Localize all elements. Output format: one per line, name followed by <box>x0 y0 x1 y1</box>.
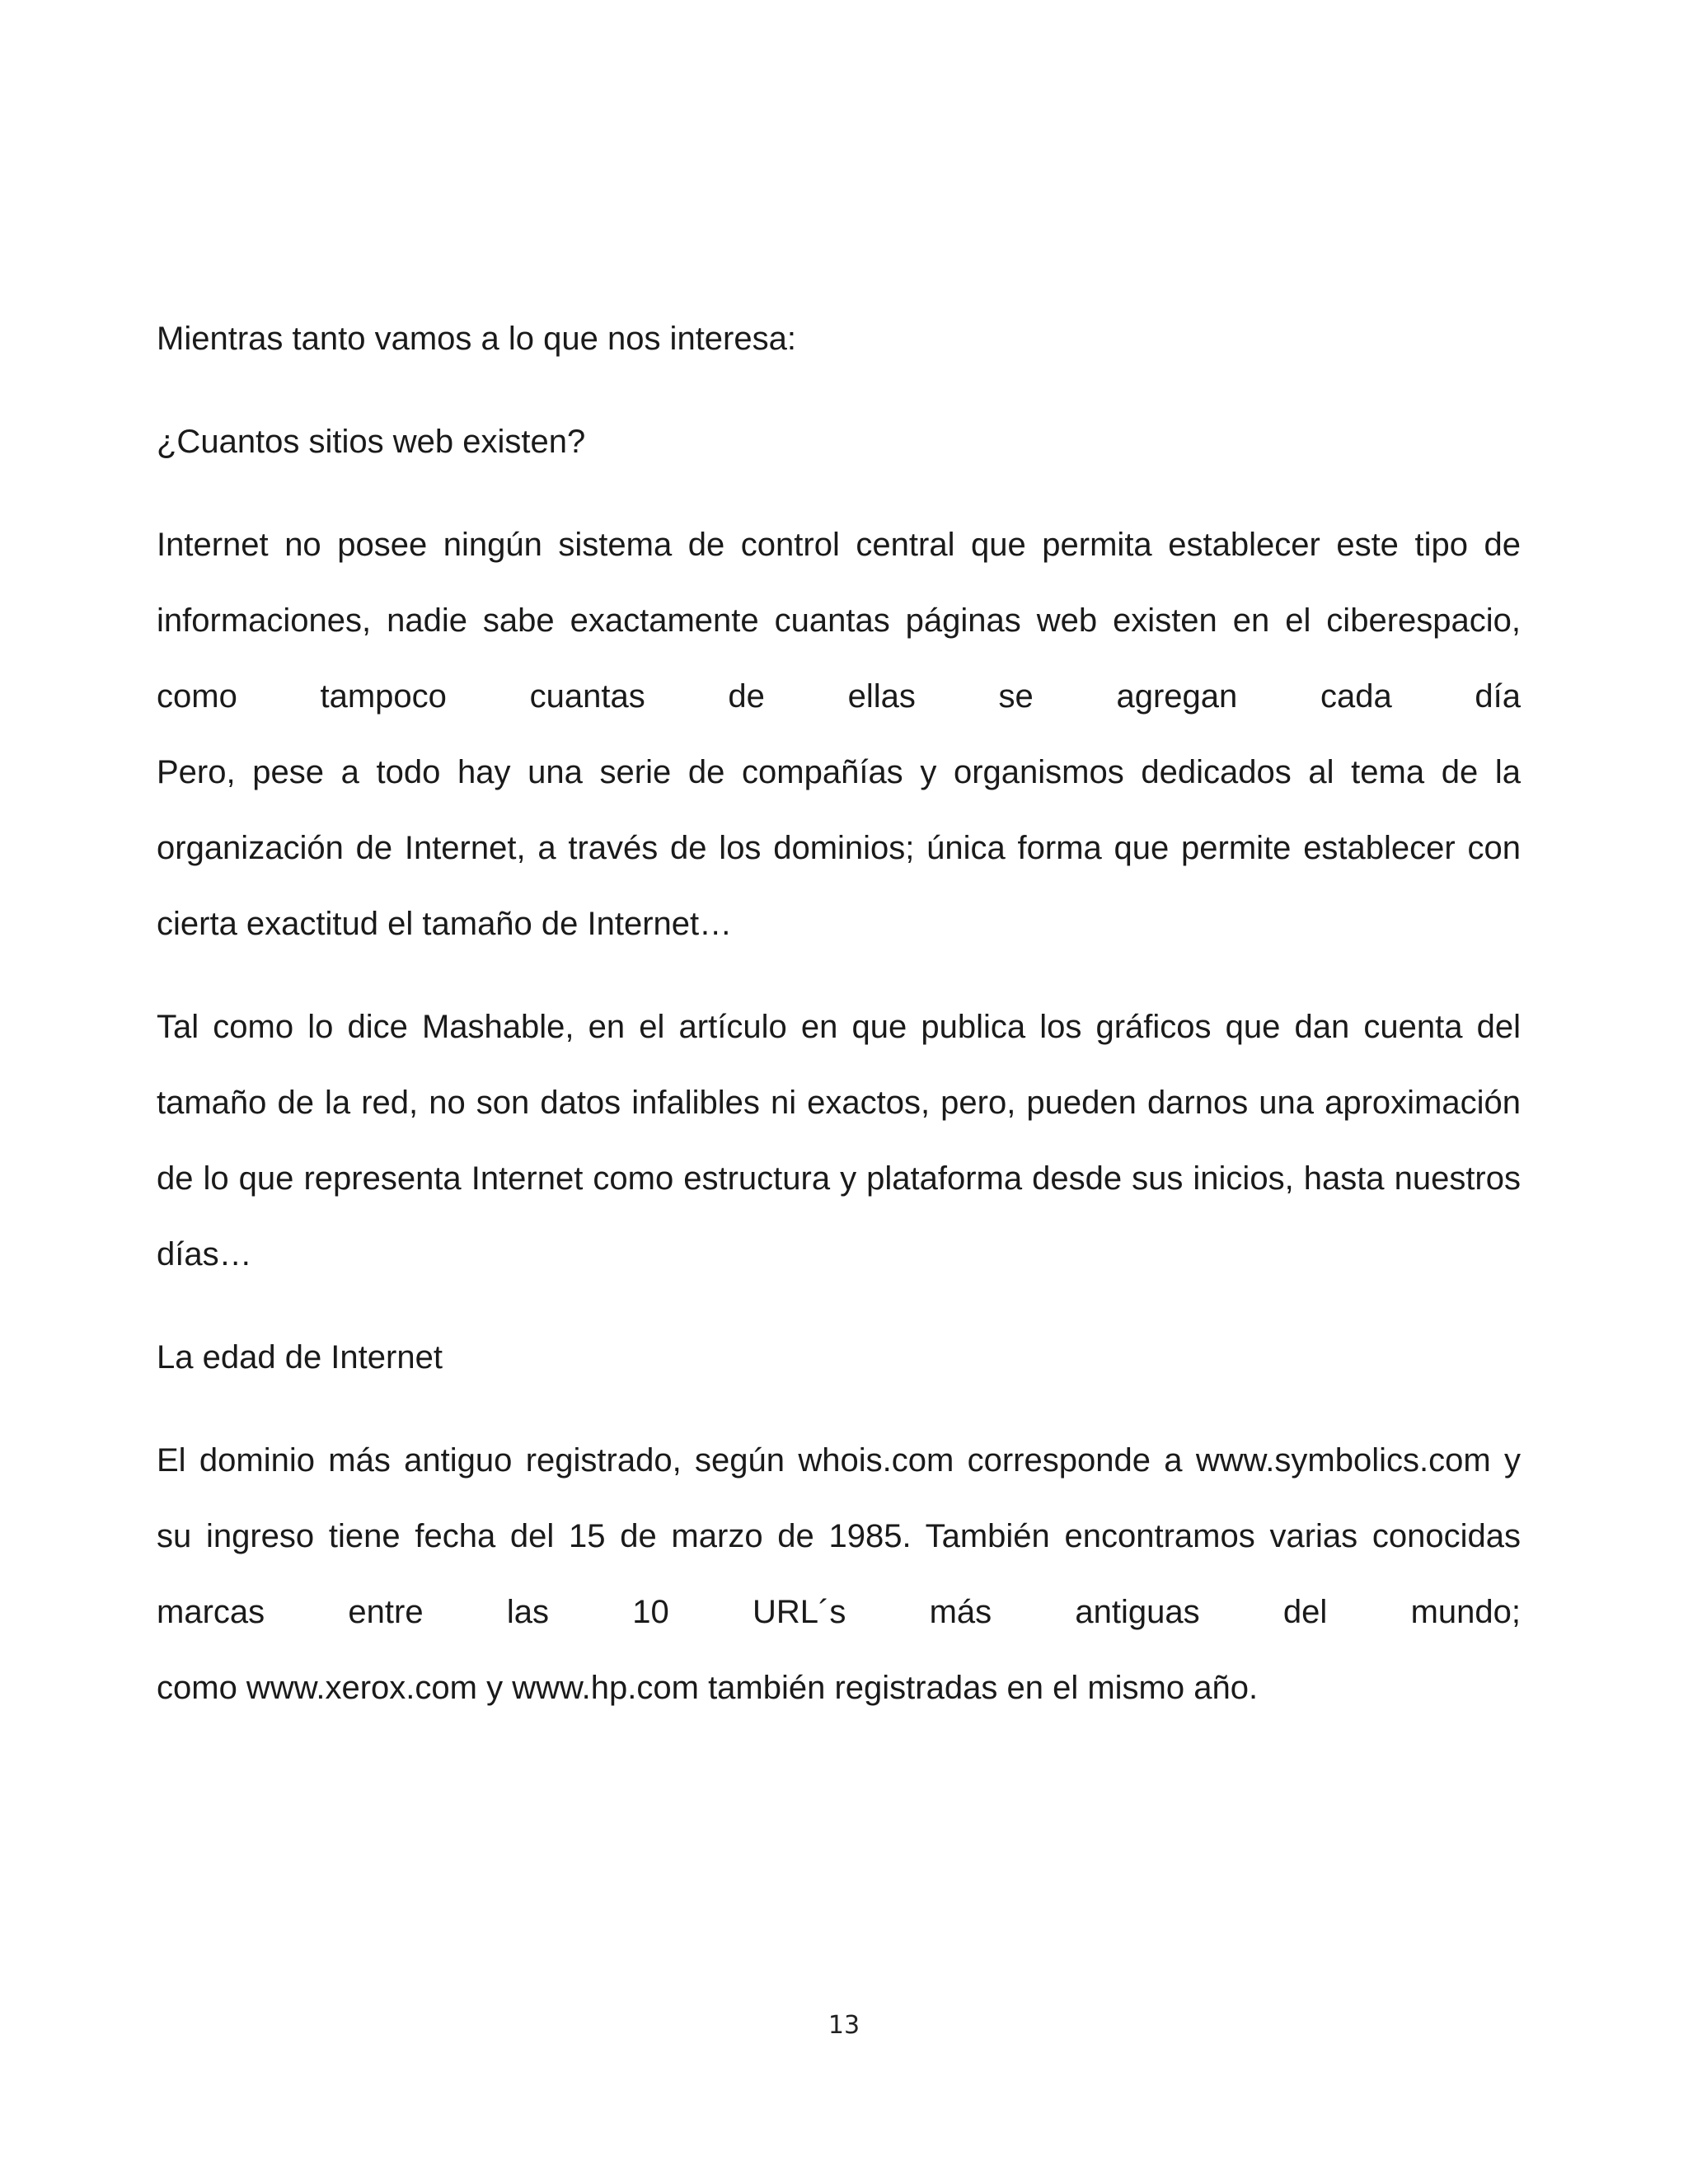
paragraph-control <box>157 507 1521 962</box>
section-heading-age <box>157 1319 1521 1395</box>
page-body <box>157 301 1521 1726</box>
text-line: La edad de Internet <box>157 1339 443 1376</box>
paragraph-gap <box>157 1395 1521 1422</box>
text-line: cierta exactitud el tamaño de Internet… <box>157 906 733 942</box>
paragraph-gap <box>157 480 1521 507</box>
paragraph-gap <box>157 1292 1521 1319</box>
page-number: 13 <box>828 2011 860 2040</box>
text-line: Tal como lo dice Mashable, en el artículo en que publica los gráficos que dan cuenta del <box>157 1009 1521 1045</box>
text-line: su ingreso tiene fecha del 15 de marzo de 1985. También encontramos varias conocidas <box>157 1518 1521 1554</box>
paragraph-mashable <box>157 989 1521 1292</box>
text-line: El dominio más antiguo registrado, según whois.com corresponde a www.symbolics.com y <box>157 1442 1521 1479</box>
paragraph-intro <box>157 301 1521 377</box>
text-line: días… <box>157 1236 252 1272</box>
text-line: informaciones, nadie sabe exactamente cuantas páginas web existen en el ciberespacio, <box>157 602 1521 639</box>
text-line: marcas entre las 10 URL´s más antiguas del mundo; <box>157 1594 1521 1630</box>
paragraph-gap <box>157 377 1521 404</box>
text-line: Mientras tanto vamos a lo que nos interesa: <box>157 321 796 357</box>
paragraph-question <box>157 404 1521 480</box>
text-line: tamaño de la red, no son datos infalibles ni exactos, pero, pueden darnos una aproximación <box>157 1085 1521 1121</box>
text-line: organización de Internet, a través de los dominios; única forma que permite establecer con <box>157 830 1521 866</box>
paragraph-domain <box>157 1422 1521 1726</box>
text-line: Pero, pese a todo hay una serie de compañías y organismos dedicados al tema de la <box>157 754 1521 790</box>
text-line: como tampoco cuantas de ellas se agregan cada día <box>157 678 1521 715</box>
paragraph-gap <box>157 962 1521 989</box>
text-line: como www.xerox.com y www.hp.com también registradas en el mismo año. <box>157 1670 1259 1706</box>
text-line: Internet no posee ningún sistema de control central que permita establecer este tipo de <box>157 527 1521 563</box>
text-line: ¿Cuantos sitios web existen? <box>157 424 586 460</box>
text-line: de lo que representa Internet como estructura y plataforma desde sus inicios, hasta nuestros <box>157 1160 1521 1197</box>
